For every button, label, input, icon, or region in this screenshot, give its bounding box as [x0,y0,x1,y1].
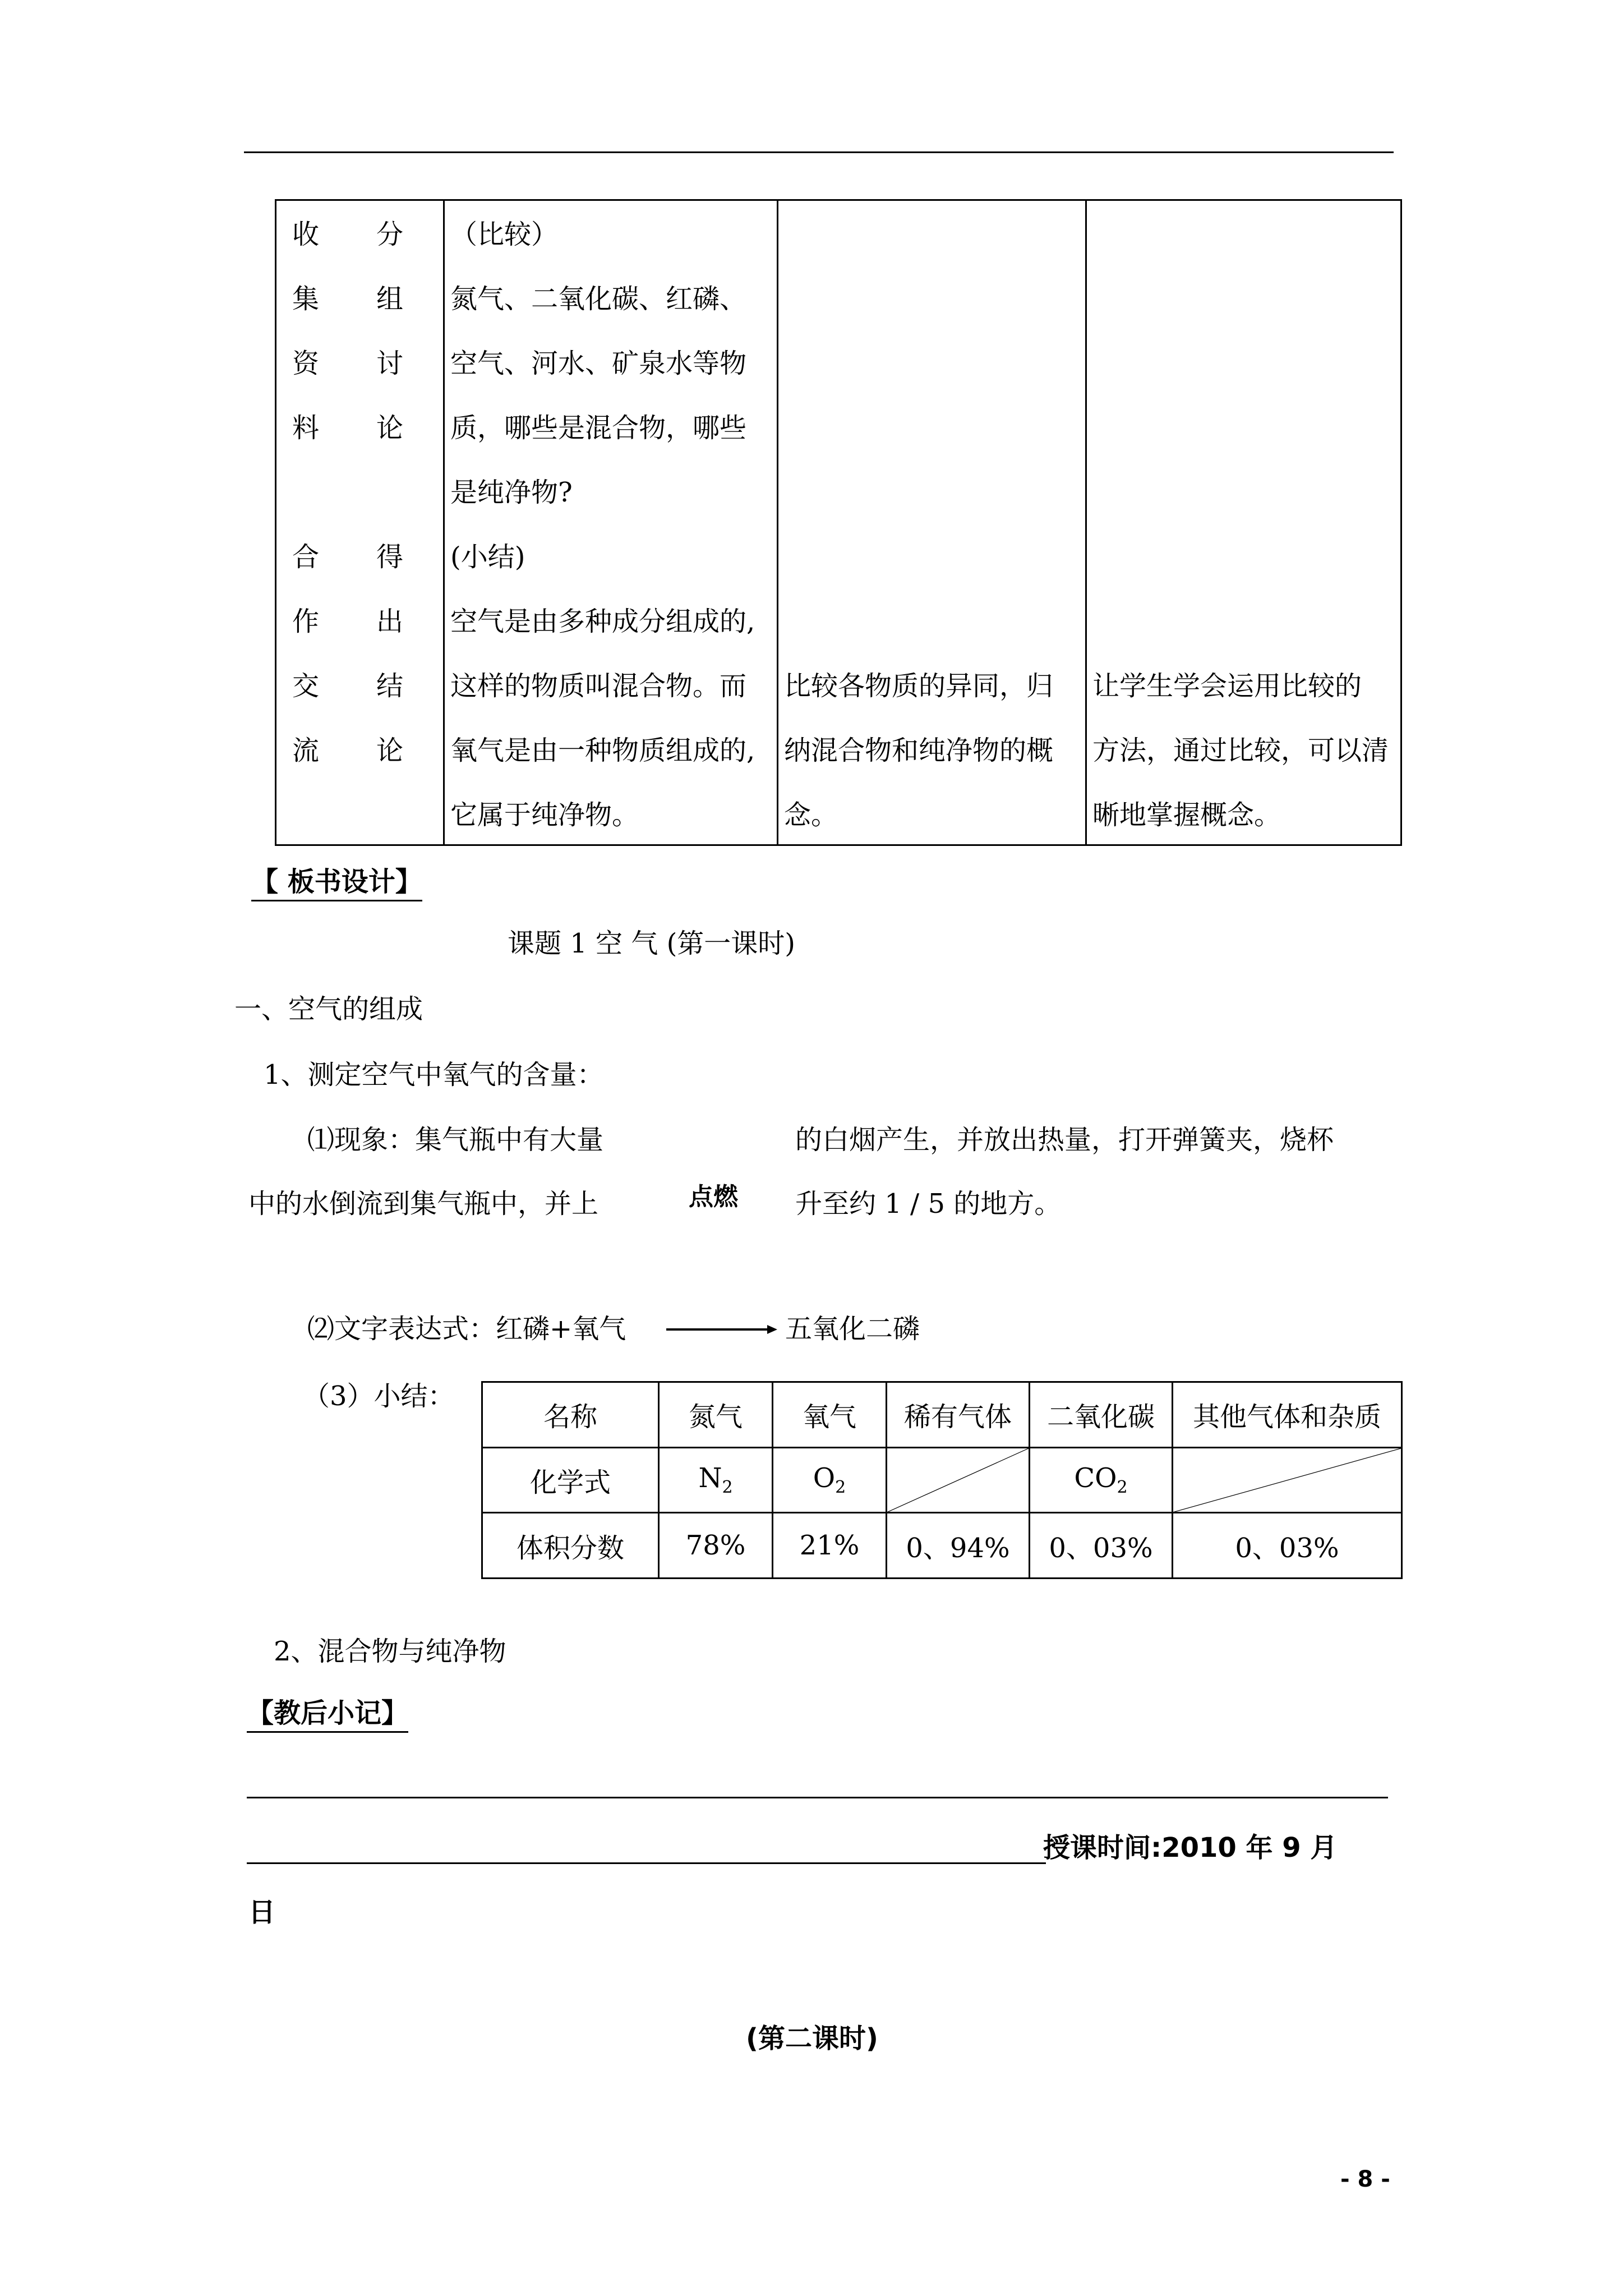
formula-cell [659,1447,773,1513]
activity-column [276,200,444,845]
activity-char: 结 [376,670,404,702]
content-line: 空气、河水、矿泉水等物 [450,348,747,379]
activity-lines [276,218,459,798]
intent-line: 方法，通过比较，可以清 [1092,735,1389,766]
header-cell: 氧气 [773,1382,887,1448]
activity-line [292,347,459,411]
content-line: 氮气、二氧化碳、红磷、 [450,283,747,315]
content-column [444,200,778,845]
formula-base: CO [1074,1462,1117,1494]
notes-rule [247,1797,1388,1798]
activity-line [292,734,459,798]
volume-cell: 21% [773,1513,887,1579]
activity-char: 合 [292,541,320,573]
formula-cell-empty [887,1447,1030,1513]
table-row [482,1447,1402,1513]
activity-line [292,540,459,605]
content-line: （比较） [450,219,559,250]
board-design-heading-text: 【 板书设计】 [251,866,422,901]
content-line: 这样的物质叫混合物。而 [450,670,747,702]
content-lines [445,218,782,863]
post-class-notes-text: 【教后小记】 [247,1697,408,1733]
activity-line [292,282,459,347]
ignite-label: 点燃 [689,1182,738,1211]
word-equation-left: ⑵文字表达式：红磷+氧气 [307,1313,626,1345]
formula-cell [773,1447,887,1513]
second-lesson-heading: (第二课时) [746,2023,878,2054]
phenomenon-line2-right: 升至约 1 / 5 的地方。 [795,1188,1062,1220]
volume-cell: 78% [659,1513,773,1579]
content-line: 是纯净物? [450,477,573,508]
diagonal-slash [887,1448,1029,1512]
notes-rule-short [247,1862,1046,1864]
reaction-arrow [666,1318,778,1341]
page-number: - 8 - [1340,2166,1390,2192]
table-row [482,1382,1402,1448]
activity-char: 收 [292,219,320,250]
content-line: 它属于纯净物。 [450,799,639,831]
activity-line [292,605,459,669]
activity-char: 交 [292,670,320,702]
volume-cell: 0、03% [1173,1513,1402,1579]
activity-line [292,218,459,282]
activity-line [292,669,459,734]
activity-char: 讨 [376,348,404,379]
lesson-title: 课题 1 空 气 (第一课时) [508,928,796,959]
intent-line: 晰地掌握概念。 [1092,799,1281,831]
content-line: 质，哪些是混合物，哪些 [450,412,747,444]
formula-base: N [698,1462,722,1494]
content-line: 空气是由多种成分组成的, [450,606,755,637]
teaching-time: 授课时间:2010 年 9 月 [1043,1832,1338,1864]
phenomenon-line1-left: ⑴现象：集气瓶中有大量 [307,1124,604,1156]
day-char: 日 [248,1897,276,1928]
student-activity-column [778,200,1086,845]
student-activity-line: 比较各物质的异同，归 [784,670,1054,702]
intent-lines [1087,669,1406,863]
formula-base: O [813,1462,836,1494]
volume-cell: 0、94% [887,1513,1030,1579]
word-equation-right: 五氧化二磷 [785,1313,920,1345]
activity-char: 论 [376,412,404,444]
phenomenon-line1-right: 的白烟产生，并放出热量，打开弹簧夹，烧杯 [795,1124,1334,1156]
activity-line [292,411,459,476]
activity-char: 资 [292,348,320,379]
student-activity-line: 纳混合物和纯净物的概 [784,735,1054,766]
intent-column [1086,200,1401,845]
volume-cell: 0、03% [1030,1513,1173,1579]
header-cell: 其他气体和杂质 [1173,1382,1402,1448]
activity-table [275,199,1402,846]
content-line: 氧气是由一种物质组成的, [450,735,755,766]
formula-label-cell: 化学式 [482,1447,659,1513]
content-line: (小结) [450,541,525,573]
phenomenon-line2-left: 中的水倒流到集气瓶中，并上 [248,1188,599,1220]
activity-char: 分 [376,219,404,250]
item-1: 1、测定空气中氧气的含量： [264,1059,604,1091]
summary-label: （3）小结： [303,1381,455,1412]
header-cell: 氮气 [659,1382,773,1448]
diagonal-slash [1173,1448,1401,1512]
section-heading: 一、空气的组成 [234,993,423,1025]
activity-char: 论 [376,735,404,766]
student-activity-lines [778,669,1091,863]
intent-line: 让学生学会运用比较的 [1092,670,1362,702]
air-composition-table [481,1381,1403,1579]
table-row [482,1513,1402,1579]
activity-char: 得 [376,541,404,573]
header-cell: 二氧化碳 [1030,1382,1173,1448]
formula-cell [1030,1447,1173,1513]
activity-char: 料 [292,412,320,444]
formula-subscript: 2 [1117,1478,1128,1498]
activity-char: 组 [376,283,404,315]
header-cell: 稀有气体 [887,1382,1030,1448]
activity-char: 作 [292,606,320,637]
board-design-heading [251,866,422,898]
formula-subscript: 2 [722,1478,733,1498]
item-2: 2、混合物与纯净物 [274,1636,506,1667]
activity-char: 流 [292,735,320,766]
header-cell: 名称 [482,1382,659,1448]
header-rule [244,151,1394,153]
activity-line [292,476,459,540]
activity-char: 集 [292,283,320,315]
volume-label-cell: 体积分数 [482,1513,659,1579]
activity-char: 出 [376,606,404,637]
formula-cell-empty [1173,1447,1402,1513]
formula-subscript: 2 [835,1478,846,1498]
student-activity-line: 念。 [784,799,838,831]
post-class-notes-heading [247,1697,409,1729]
